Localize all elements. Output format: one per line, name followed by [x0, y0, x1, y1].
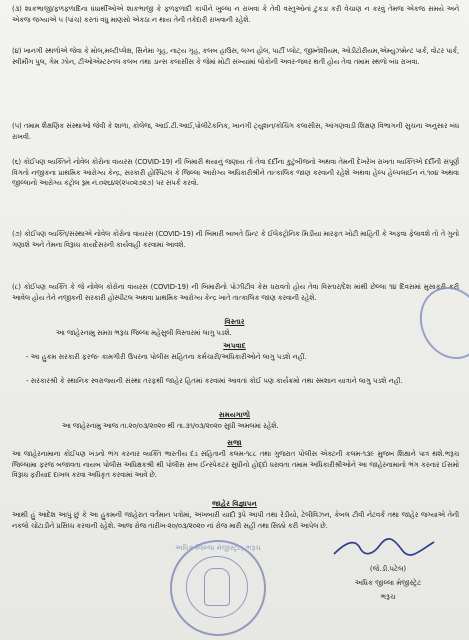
exceptions-heading: અપવાદ [223, 341, 246, 350]
area-heading: વિસ્તાર [224, 317, 245, 326]
official-seal [170, 540, 266, 636]
paragraph-3: (૩) શાકભાજી/ફળફળાદિના ધંધાર્થીઓએ શાકભાજી કે ફળફળાદી કાપીને ખુલ્લા ન રાખવા કે તેવી વસ્તુઓનાં ટુકડા કરી વેચાણ ન કરવું તેમજ એકજ સમયે અને એકજ જગ્યાએ ૫ (પાંચ) કરતાં વધુ માણસો એકઠા ન થાય તેની તકેદારી રાખવાની રહેશે. [12, 5, 459, 24]
signature [330, 536, 440, 560]
paragraph-8: (૮) કોઈપણ વ્યક્તિ કે જે નોવેલ કોરોના વાયરસ (COVID-19) ની બિમારીનો પોઝીટીવ કેસ ધરાવતો હોય તેવા વિસ્તાર/દેશ માંથી છેલ્લા ૧૪ દિવસમાં મુસાફરી કરી આવેલ હોય તેને નજીકની સરકારી હોસ્પીટલ અથવા પ્રાથમિક આરોગ્ય કેન્દ્ર ખાતે તાત્કાલિક જાણ કરવાની રહેશે. [12, 283, 459, 302]
publicity-text: આથી હું આદેશ આપું છું કે આ હુકમની જાહેરાત વર્તમાન પત્રોમાં, અખબારી યાદી રૂપે આપી તથા રેડીયો, ટેલીવિઝન, કેબલ ટીવી નેટવર્ક તથા જાહેર જગ્યાએ તેની નકલો ચોંટાડીને પ્રસિધ્ધ કરવાની રહેશે. આજ રોજ તારીખ-૨૦/૦૩/૨૦૨૦ નાં રોજ મારી સહી તથા સિક્કો કરી આપેલ છે. [12, 511, 459, 530]
period-heading: સમયગાળો [218, 410, 251, 419]
exception-item-1: - આ હુકમ સરકારી ફરજ- કામગીરી ઉપરના પોલીસ સહિતના કર્મચારી/અધિકારીઓને લાગુ પડશે નહીં. [26, 353, 307, 361]
paragraph-4: (૪) ખાનગી સ્થળોએ જેવા કે મોલ,મલ્ટીપ્લેક્ષ, સિનેમા ગૃહ, નાટ્ય ગૃહ, કલબ હાઉસ, લગ્ન હોલ, પાર્ટી પ્લોટ, જીમ્નેશીયમ, ઓડીટોરીયમ,એમ્યુઝમેન્ટ પાર્ક, વોટર પાર્ક, સ્વીમીંગ પુલ, ગેમ ઝોન, ટીઓએમ્ટરનલ કલબ તથા ડાન્સ કલાસીસ કે જેમાં મોટી સંખ્યામાં લોકોની અવર-જવર થતી હોય તેવા તમામ સ્થળો બંધ રાખવા. [12, 47, 459, 66]
signatory-place: ભરૂચ [380, 593, 396, 601]
seal-text: અધિક જિલ્લા મેજીસ્ટ્રેટ, ભરૂચ [175, 544, 261, 552]
penalty-heading: સજા [227, 438, 242, 447]
paragraph-5: (૫) તમામ શૈક્ષણિક સંસ્થાઓ જેવી કે શાળા, કોલેજ, આઈ.ટી.આઈ,પોલીટેકનિક, ખાનગી ટ્યુશન/કોચિંગ કલાસીસ, આંગણવાડી શિક્ષણ વિભાગની સુચના અનુસાર બંધ રાખવી. [12, 122, 459, 141]
signatory-name: (જે.ડી.પટેલ) [369, 565, 407, 573]
paragraph-6: (૬) કોઈપણ વ્યક્તિને નોવેલ કોરોના વાયરસ (COVID-19) ની બિમારી થયાનું જણાય તો તેવા દર્દીના કુટુંબીજનો અથવા તેમની દેખરેખ રાખતા વ્યક્તિએ દર્દીની સંપૂર્ણ વિગતો નજીકના પ્રાથમિક આરોગ્ય કેન્દ્ર, સરકારી હોસ્પિટલ કે જિલ્લા આરોગ્ય અધિકારીશ્રીને તાત્કાલિક જાણ કરવાની રહેશે અથવા હેલ્પ હેલ્પલાઈન નં.૧૦૪ અથવા જીલ્લાનો આરોગ્ય કંટ્રોલ રૂમ નં.૦૨૬૪૨(૨૫૦૨૭૨૭) પર સંપર્ક કરવો. [12, 158, 459, 188]
publicity-heading: જાહેર વિજ્ઞાપન [212, 499, 257, 508]
area-text: આ જાહેરનામુ સમગ્ર ભરૂચ જિલ્લા મહેસુલી વિસ્તારમાં લાગુ પડશે. [56, 329, 232, 337]
signatory-title: અધિક જીલ્લા મેજીસ્ટ્રેટ [354, 579, 422, 587]
emblem-icon [204, 568, 230, 606]
penalty-text: આ જાહેરનામાના કોઈપણ ખંડનો ભંગ કરનાર વ્યક્તિ ભારતીય દંડ સંહિતાની કલમ-૧૮૮ તથા ગુજરાત પોલીસ એક્ટની કલમ-૧૩૯ મુજબ શિક્ષાને પાત્ર થશે.ભરૂચ જિલ્લામા ફરજ બજાવતા નાયબ પોલીસ અધિક્ષકશ્રી થી પોલીસ સબ ઈન્સ્પેકટર સુધીનો હોદ્દો ધરાવતા તમામ અધિકારીશ્રીઓને આ જાહેરનામાનો ભંગ કરનાર ઈસમો વિરૂધ્ધ ફરીયાદ દાખલ કરવા અધિકૃત કરવામાં આવે છે. [12, 450, 459, 480]
period-text: આ જાહેરનામુ આજ તા.૨૦/૦૩/૨૦૨૦ થી તા.૩૧/૦૩/૨૦૨૦ સુધી અમલમાં રહેશે. [62, 422, 279, 430]
exception-item-2: - સરકારશ્રી કે સ્થાનિક સ્વરાજ્યની સંસ્થા તરફથી જાહેર હિતમાં કરવામાં આવતાં કોઈ પણ કાર્યક્રમો તથા સ્મશાન યાત્રાને લાગુ પડશે નહી. [26, 377, 403, 385]
paragraph-7: (૭) કોઈપણ વ્યક્તિ/સંસ્થાએ નોવેલ કોરોના વાયરસ (COVID-19) ની બિમારી બાબતે પ્રિન્ટ કે ઈલેકટ્રોનિક મિડીયા મારફત ખોટી માહિતી કે અફવા ફેલાવશે તો તે ગુનો ગણાશે અને તેમના વિરૂધ્ધ કાયદેસરની કાર્યવાહી કરવામાં આવશે. [12, 230, 459, 249]
